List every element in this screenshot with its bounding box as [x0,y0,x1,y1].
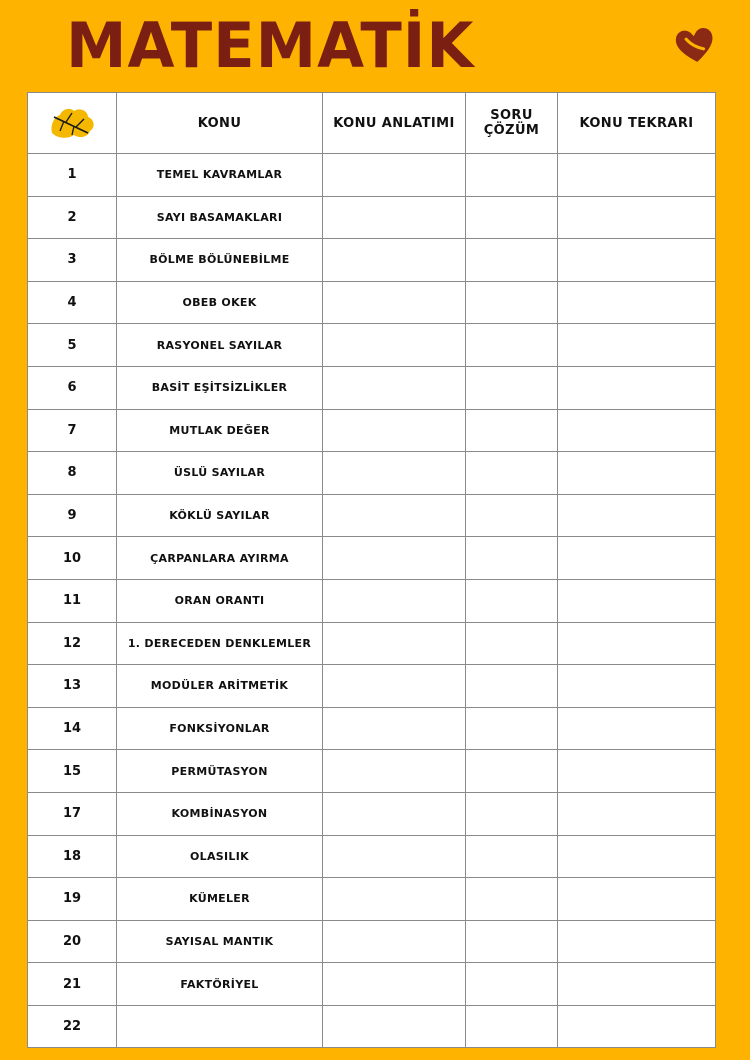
review-cell[interactable] [558,409,716,452]
row-number: 12 [28,622,117,665]
topic-cell: RASYONEL SAYILAR [117,324,323,367]
topic-cell: PERMÜTASYON [117,750,323,793]
row-number: 13 [28,665,117,708]
topic-cell: TEMEL KAVRAMLAR [117,154,323,197]
topic-cell: MODÜLER ARİTMETİK [117,665,323,708]
practice-cell[interactable] [466,366,558,409]
review-cell[interactable] [558,452,716,495]
lecture-cell[interactable] [323,920,466,963]
review-cell[interactable] [558,537,716,580]
review-cell[interactable] [558,324,716,367]
leaf-icon [44,103,100,143]
row-number: 11 [28,579,117,622]
table-row [28,324,716,367]
practice-cell[interactable] [466,1005,558,1048]
practice-cell[interactable] [466,409,558,452]
lecture-cell[interactable] [323,281,466,324]
review-cell[interactable] [558,750,716,793]
topic-cell: FONKSİYONLAR [117,707,323,750]
table-row [28,963,716,1006]
practice-cell[interactable] [466,963,558,1006]
topic-cell: OLASILIK [117,835,323,878]
review-cell[interactable] [558,281,716,324]
column-header-practice-line2: ÇÖZÜM [483,123,540,138]
practice-cell[interactable] [466,579,558,622]
topic-cell: ÇARPANLARA AYIRMA [117,537,323,580]
row-number: 2 [28,196,117,239]
practice-cell[interactable] [466,707,558,750]
table-header-row [28,93,716,154]
practice-cell[interactable] [466,324,558,367]
table-row [28,196,716,239]
table-row [28,537,716,580]
practice-cell[interactable] [466,792,558,835]
row-number: 9 [28,494,117,537]
topic-cell [117,1005,323,1048]
table-row [28,622,716,665]
column-header-review: KONU TEKRARI [558,93,716,154]
row-number: 10 [28,537,117,580]
topic-cell: ORAN ORANTI [117,579,323,622]
lecture-cell[interactable] [323,878,466,921]
topic-cell: 1. DERECEDEN DENKLEMLER [117,622,323,665]
row-number: 19 [28,878,117,921]
practice-cell[interactable] [466,835,558,878]
table-row [28,792,716,835]
column-header-topic: KONU [117,93,323,154]
review-cell[interactable] [558,494,716,537]
row-number: 3 [28,239,117,282]
review-cell[interactable] [558,579,716,622]
table-row [28,835,716,878]
lecture-cell[interactable] [323,792,466,835]
review-cell[interactable] [558,792,716,835]
lecture-cell[interactable] [323,963,466,1006]
lecture-cell[interactable] [323,494,466,537]
review-cell[interactable] [558,920,716,963]
column-header-practice-line1: SORU [490,108,533,123]
table-row [28,281,716,324]
practice-cell[interactable] [466,537,558,580]
lecture-cell[interactable] [323,1005,466,1048]
table-row [28,707,716,750]
table-row [28,665,716,708]
topic-cell: KÖKLÜ SAYILAR [117,494,323,537]
practice-cell[interactable] [466,878,558,921]
lecture-cell[interactable] [323,622,466,665]
page-title: MATEMATİK [66,9,475,82]
row-number: 4 [28,281,117,324]
review-cell[interactable] [558,239,716,282]
table-row [28,920,716,963]
row-number: 20 [28,920,117,963]
topic-cell: SAYI BASAMAKLARI [117,196,323,239]
topic-cell: ÜSLÜ SAYILAR [117,452,323,495]
table-row [28,154,716,197]
study-tracker-sheet [27,92,715,1047]
lecture-cell[interactable] [323,196,466,239]
practice-cell[interactable] [466,239,558,282]
table-row [28,409,716,452]
row-number: 1 [28,154,117,197]
review-cell[interactable] [558,1005,716,1048]
topic-cell: OBEB OKEK [117,281,323,324]
row-number: 15 [28,750,117,793]
review-cell[interactable] [558,366,716,409]
lecture-cell[interactable] [323,409,466,452]
practice-cell[interactable] [466,154,558,197]
review-cell[interactable] [558,622,716,665]
topic-cell: MUTLAK DEĞER [117,409,323,452]
row-number: 8 [28,452,117,495]
topic-cell: BASİT EŞİTSİZLİKLER [117,366,323,409]
review-cell[interactable] [558,665,716,708]
row-number: 22 [28,1005,117,1048]
review-cell[interactable] [558,707,716,750]
column-header-practice [466,93,558,154]
row-number: 17 [28,792,117,835]
study-tracker-table [27,92,716,1048]
table-row [28,452,716,495]
review-cell[interactable] [558,878,716,921]
column-header-lecture: KONU ANLATIMI [323,93,466,154]
table-row [28,1005,716,1048]
lecture-cell[interactable] [323,452,466,495]
lecture-cell[interactable] [323,579,466,622]
table-row [28,579,716,622]
practice-cell[interactable] [466,750,558,793]
lecture-cell[interactable] [323,707,466,750]
table-row [28,239,716,282]
lecture-cell[interactable] [323,154,466,197]
row-number: 18 [28,835,117,878]
table-row [28,750,716,793]
lecture-cell[interactable] [323,537,466,580]
lecture-cell[interactable] [323,665,466,708]
table-row [28,494,716,537]
heart-icon [673,24,717,66]
lecture-cell[interactable] [323,239,466,282]
row-number: 7 [28,409,117,452]
review-cell[interactable] [558,154,716,197]
lecture-cell[interactable] [323,366,466,409]
practice-cell[interactable] [466,452,558,495]
lecture-cell[interactable] [323,324,466,367]
practice-cell[interactable] [466,665,558,708]
table-row [28,878,716,921]
practice-cell[interactable] [466,494,558,537]
row-number: 6 [28,366,117,409]
topic-cell: KOMBİNASYON [117,792,323,835]
practice-cell[interactable] [466,920,558,963]
practice-cell[interactable] [466,196,558,239]
lecture-cell[interactable] [323,835,466,878]
row-number: 14 [28,707,117,750]
lecture-cell[interactable] [323,750,466,793]
corner-cell [28,93,117,154]
row-number: 5 [28,324,117,367]
review-cell[interactable] [558,963,716,1006]
practice-cell[interactable] [466,622,558,665]
review-cell[interactable] [558,835,716,878]
topic-cell: KÜMELER [117,878,323,921]
row-number: 21 [28,963,117,1006]
practice-cell[interactable] [466,281,558,324]
topic-cell: BÖLME BÖLÜNEBİLME [117,239,323,282]
table-row [28,366,716,409]
topic-cell: FAKTÖRİYEL [117,963,323,1006]
review-cell[interactable] [558,196,716,239]
topic-cell: SAYISAL MANTIK [117,920,323,963]
